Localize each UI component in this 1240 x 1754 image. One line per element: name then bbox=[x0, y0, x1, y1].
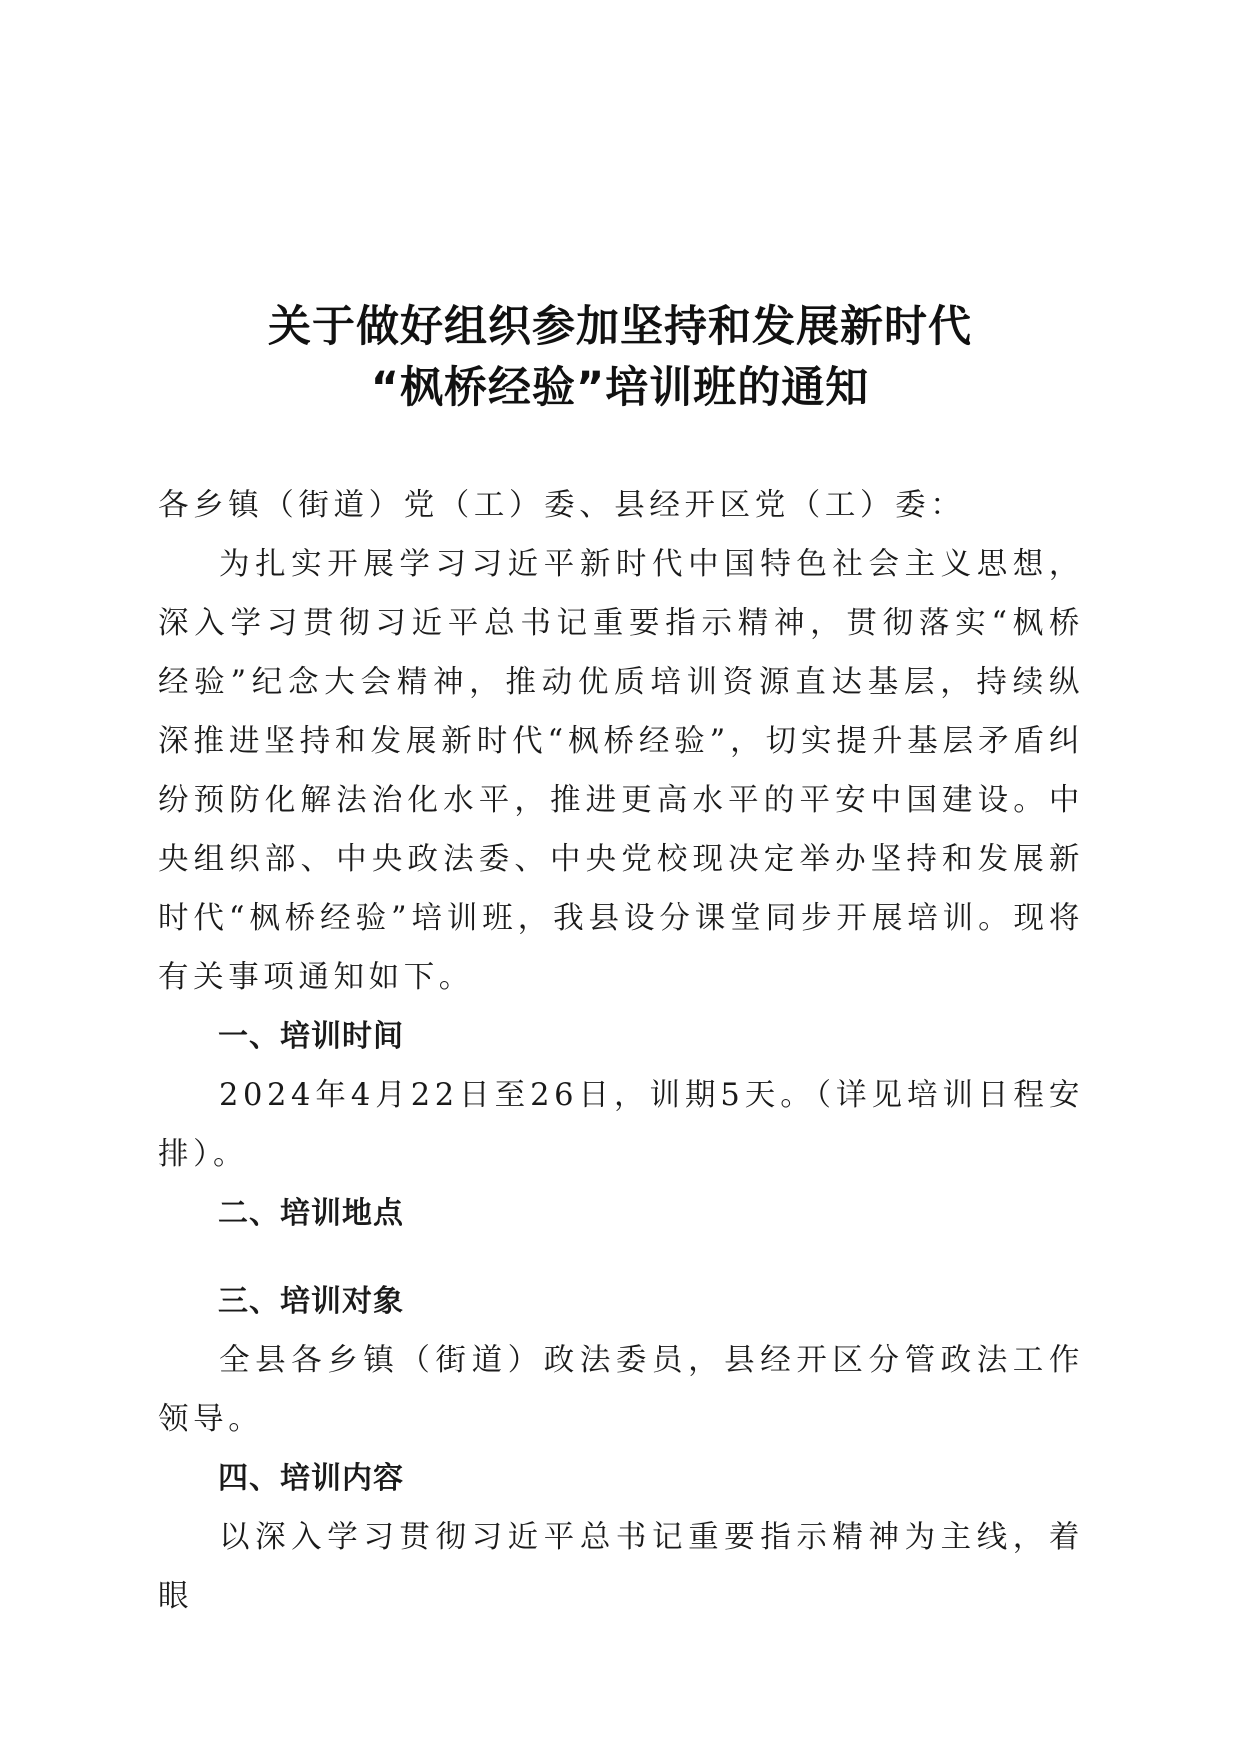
intro-paragraph: 为扎实开展学习习近平新时代中国特色社会主义思想，深入学习贯彻习近平总书记重要指示精神，贯彻落实“枫桥经验”纪念大会精神，推动优质培训资源直达基层，持续纵深推进坚持和发展新时代“枫桥经验”，切实提升基层矛盾纠纷预防化解法治化水平，推进更高水平的平安中国建设。中央组织部、中央政法委、中央党校现决定举办坚持和发展新时代“枫桥经验”培训班，我县设分课堂同步开展培训。现将有关事项通知如下。 bbox=[158, 547, 1084, 995]
section-text-location-empty bbox=[158, 1243, 1084, 1272]
section-text-participants: 全县各乡镇（街道）政法委员，县经开区分管政法工作领导。 bbox=[158, 1343, 1084, 1437]
section-text-content: 以深入学习贯彻习近平总书记重要指示精神为主线，着眼 bbox=[158, 1520, 1084, 1614]
document-title-line-1: 关于做好组织参加坚持和发展新时代 bbox=[268, 302, 972, 352]
section-heading-time: 一、培训时间 bbox=[218, 1019, 404, 1054]
section-heading-content: 四、培训内容 bbox=[218, 1461, 404, 1496]
section-heading-location: 二、培训地点 bbox=[218, 1196, 404, 1231]
document-title-line-2: “枫桥经验”培训班的通知 bbox=[370, 363, 870, 413]
section-text-time: 2024年4月22日至26日，训期5天。（详见培训日程安排）。 bbox=[158, 1078, 1084, 1172]
salutation: 各乡镇（街道）党（工）委、县经开区党（工）委： bbox=[158, 488, 966, 523]
document-body bbox=[158, 476, 1084, 1626]
section-heading-participants: 三、培训对象 bbox=[218, 1284, 404, 1319]
